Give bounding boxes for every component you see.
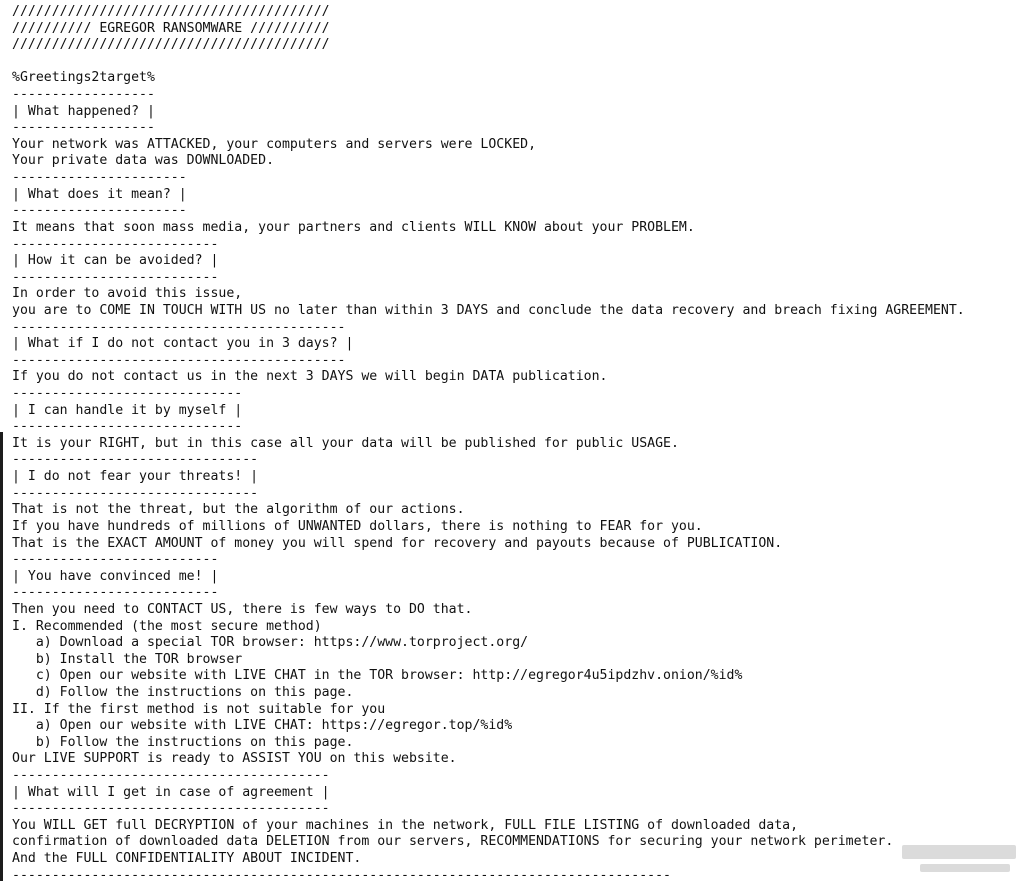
note-line: a) Download a special TOR browser: https://www.torproject.org/: [12, 635, 529, 651]
note-line: ------------------: [12, 87, 155, 103]
note-line: That is the EXACT AMOUNT of money you will spend for recovery and payouts because of PUBLICATION.: [12, 535, 783, 551]
note-line: It means that soon mass media, your partners and clients WILL KNOW about your PROBLEM.: [12, 219, 695, 235]
note-line: ////////// EGREGOR RANSOMWARE //////////: [12, 20, 330, 36]
note-line: --------------------------: [12, 236, 219, 252]
note-line: -----------------------------------------------------------------------------------: [12, 867, 671, 883]
note-line: And the FULL CONFIDENTIALITY ABOUT INCIDENT.: [12, 851, 362, 867]
note-line: --------------------------: [12, 269, 219, 285]
note-line: a) Open our website with LIVE CHAT: https://egregor.top/%id%: [12, 718, 513, 734]
note-line: ------------------: [12, 120, 155, 136]
note-line: | What if I do not contact you in 3 days? |: [12, 336, 354, 352]
note-line: | What will I get in case of agreement |: [12, 784, 330, 800]
note-line: You WILL GET full DECRYPTION of your machines in the network, FULL FILE LISTING of downloaded data,: [12, 817, 799, 833]
window-left-edge: [0, 432, 3, 881]
note-line: ----------------------------------------: [12, 801, 330, 817]
note-line: ////////////////////////////////////////: [12, 37, 330, 53]
note-line: Our LIVE SUPPORT is ready to ASSIST YOU on this website.: [12, 751, 457, 767]
note-line: | What happened? |: [12, 103, 155, 119]
note-line: ----------------------: [12, 170, 187, 186]
note-line: -------------------------------: [12, 485, 259, 501]
note-line: b) Install the TOR browser: [12, 651, 243, 667]
note-line: [12, 54, 965, 71]
note-line: -----------------------------: [12, 386, 243, 402]
note-line: --------------------------: [12, 585, 219, 601]
note-line: If you have hundreds of millions of UNWANTED dollars, there is nothing to FEAR for you.: [12, 518, 703, 534]
note-line: | How it can be avoided? |: [12, 253, 219, 269]
note-line: If you do not contact us in the next 3 DAYS we will begin DATA publication.: [12, 369, 608, 385]
note-line: I. Recommended (the most secure method): [12, 618, 322, 634]
note-line: ////////////////////////////////////////: [12, 4, 330, 19]
note-line: confirmation of downloaded data DELETION from our servers, RECOMMENDATIONS for securing your network perimeter.: [12, 834, 894, 850]
note-line: ----------------------: [12, 203, 187, 219]
note-line: | What does it mean? |: [12, 186, 187, 202]
note-line: -----------------------------: [12, 419, 243, 435]
note-line: ------------------------------------------: [12, 352, 346, 368]
note-line: | I can handle it by myself |: [12, 402, 243, 418]
note-line: b) Follow the instructions on this page.: [12, 734, 354, 750]
note-line: Your private data was DOWNLOADED.: [12, 153, 275, 169]
note-line: ----------------------------------------: [12, 768, 330, 784]
note-line: ------------------------------------------: [12, 319, 346, 335]
note-line: c) Open our website with LIVE CHAT in the TOR browser: http://egregor4u5ipdzhv.onion/%id%: [12, 668, 743, 684]
note-line: Then you need to CONTACT US, there is few ways to DO that.: [12, 601, 473, 617]
note-line: II. If the first method is not suitable for you: [12, 701, 386, 717]
note-line: It is your RIGHT, but in this case all your data will be published for public USAGE.: [12, 435, 679, 451]
site-watermark-logo: [900, 837, 1018, 877]
note-line: Your network was ATTACKED, your computers and servers were LOCKED,: [12, 136, 537, 152]
note-line: -------------------------------: [12, 452, 259, 468]
note-line: | I do not fear your threats! |: [12, 469, 259, 485]
note-line: %Greetings2target%: [12, 70, 155, 86]
ransom-note-text: [12, 4, 965, 884]
note-line: d) Follow the instructions on this page.: [12, 684, 354, 700]
note-line: | You have convinced me! |: [12, 568, 219, 584]
note-line: --------------------------: [12, 552, 219, 568]
note-line: you are to COME IN TOUCH WITH US no later than within 3 DAYS and conclude the data recovery and breach fixing AGREEMENT.: [12, 302, 965, 318]
note-line: In order to avoid this issue,: [12, 286, 243, 302]
note-line: That is not the threat, but the algorithm of our actions.: [12, 502, 465, 518]
